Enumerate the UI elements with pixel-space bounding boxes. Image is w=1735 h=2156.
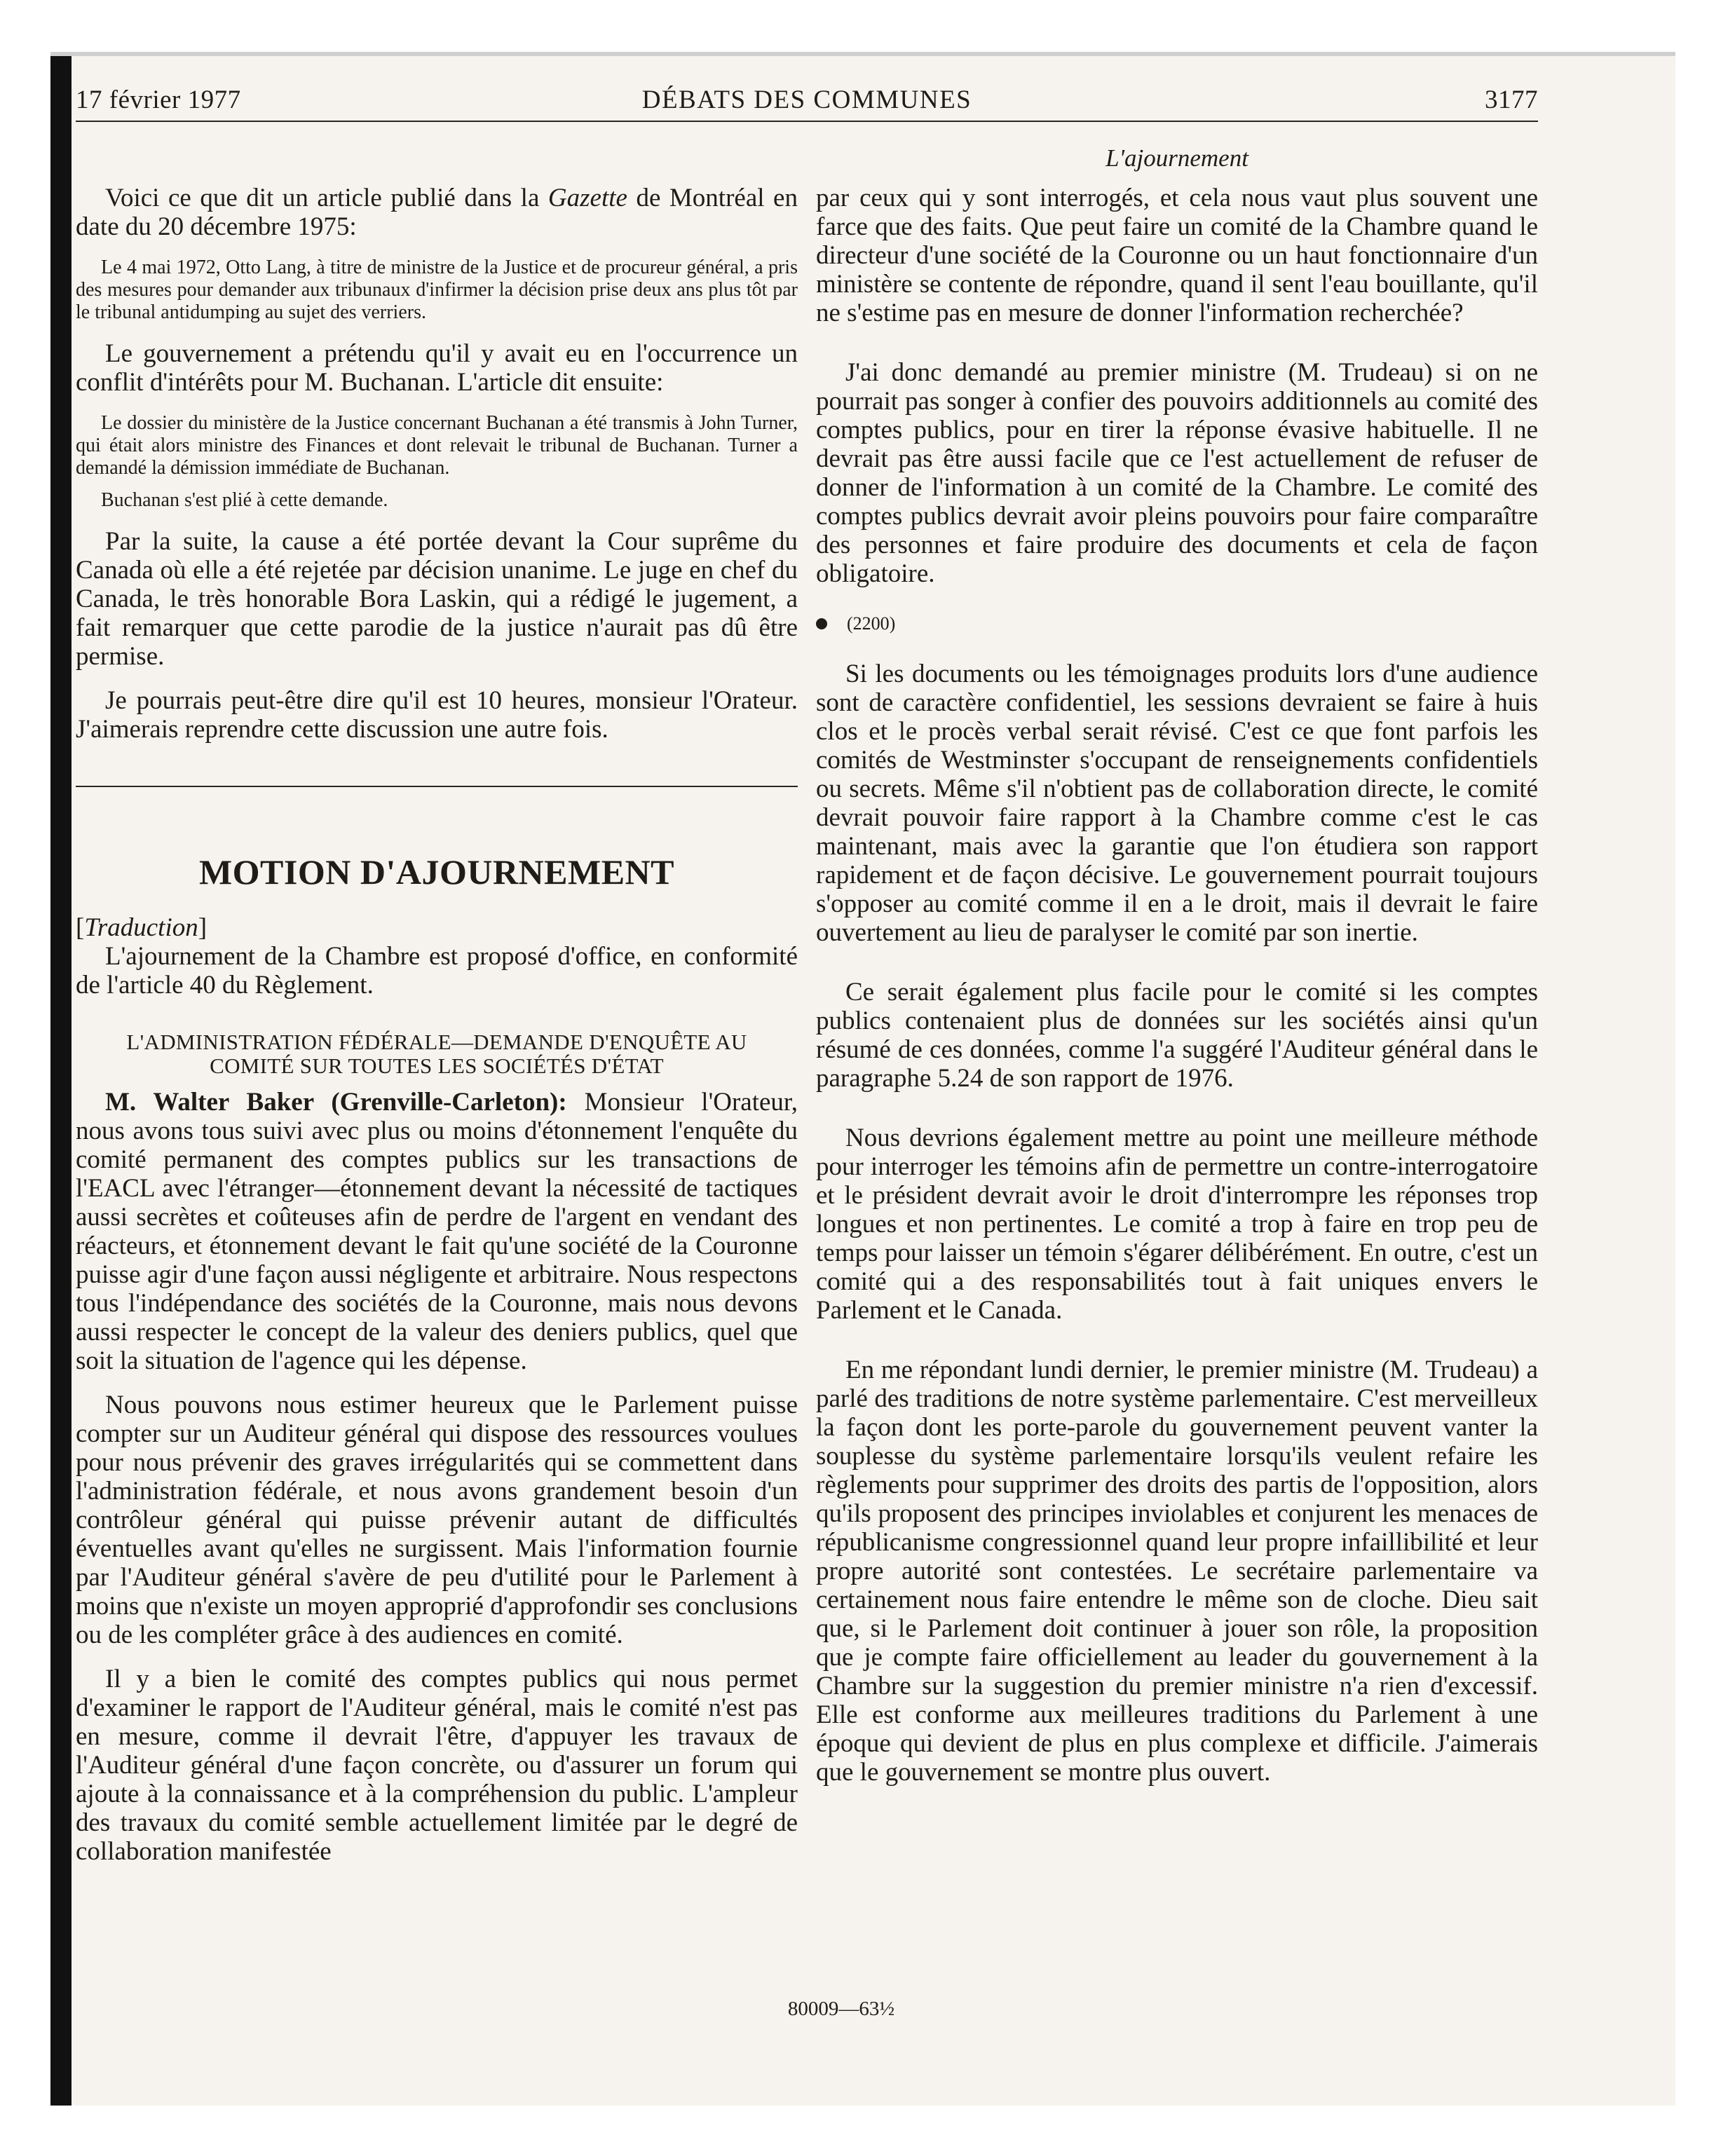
speech-text: Monsieur l'Orateur, nous avons tous suivi avec plus ou moins d'étonnement l'enquête du comité permanent des comptes publics sur les transactions de l'EACL avec l'étranger—étonnement devant la nécessité de tactiques aussi secrètes et coûteuses afin de perdre de l'argent en vendant des réacteurs, et étonnement devant le fait qu'une société de la Couronne puisse agir d'une façon aussi négligente et arbitraire. Nous respectons tous l'indépendance des sociétés de la Couronne, mais nous devons aussi respecter le concept de la valeur des deniers publics, quel que soit la situation de l'agence qui les dépense. [76,1088,798,1375]
page-header [76,86,1538,122]
paragraph: Nous pouvons nous estimer heureux que le Parlement puisse compter sur un Auditeur général qui dispose des ressources voulues pour nous prévenir des graves irrégularités qui se commettent dans l'administration fédérale, et nous avons grandement besoin d'un contrôleur général qui puisse prévenir autant de difficultés éventuelles avant qu'elles ne surgissent. Mais l'information fournie par l'Auditeur général s'avère de peu d'utilité pour le Parlement à moins que n'existe un moyen approprié d'approfondir ses conclusions ou de les compléter grâce à des audiences en comité. [76,1391,798,1649]
running-head: L'ajournement [1105,144,1248,172]
paragraph: Le gouvernement a prétendu qu'il y avait eu en l'occurrence un conflit d'intérêts pour M. Buchanan. L'article dit ensuite: [76,339,798,397]
time-marker-text: (2200) [847,613,896,634]
translation-note: [Traduction] [76,913,207,942]
intro-paragraph [76,184,798,241]
left-column [76,184,798,1866]
paragraph: J'ai donc demandé au premier ministre (M. Trudeau) si on ne pourrait pas songer à confier des pouvoirs additionnels au comité des comptes publics, pour en tirer la réponse évasive habituelle. Il ne devrait pas être aussi facile que ce l'est actuellement de refuser de donner de l'information à un comité de la Chambre. Le comité des comptes publics devrait avoir pleins pouvoirs pour faire comparaître des personnes et faire produire des documents et cela de façon obligatoire. [816,358,1538,588]
section-heading-line: COMITÉ SUR TOUTES LES SOCIÉTÉS D'ÉTAT [210,1053,664,1078]
speech-paragraph [76,1088,798,1375]
header-page-number: 3177 [1485,86,1538,114]
header-title: DÉBATS DES COMMUNES [641,86,972,114]
speaker-name: M. Walter Baker (Grenville-Carleton): [105,1088,567,1117]
section-heading-line: L'ADMINISTRATION FÉDÉRALE—DEMANDE D'ENQUÊTE AU [126,1030,747,1054]
paragraph: par ceux qui y sont interrogés, et cela nous vaut plus souvent une farce que des faits. Que peut faire un comité de la Chambre quand le directeur d'une société de la Couronne ou un haut fonctionnaire d'un ministère se contente de répondre, quand il sent l'eau bouillante, qu'il ne s'estime pas en mesure de donner l'information recherchée? [816,184,1538,327]
bullet-icon [816,618,827,629]
intro-publication: Gazette [547,184,627,212]
header-date: 17 février 1977 [76,86,241,114]
quote-block: Buchanan s'est plié à cette demande. [101,489,388,511]
page-footer: 80009—63½ [787,1998,895,2020]
paragraph: Nous devrions également mettre au point une meilleure méthode pour interroger les témoins afin de permettre un contre-interrogatoire et le président devrait avoir le droit d'interrompre les réponses trop longues et non pertinentes. Le comité a trop à faire en trop peu de temps pour laisser un témoin s'égarer délibérément. En outre, c'est un comité qui a des responsabilités tout à fait uniques envers le Parlement et le Canada. [816,1124,1538,1325]
scan-edge-left [50,52,72,2106]
motion-title: MOTION D'AJOURNEMENT [198,852,675,892]
section-heading [76,1030,798,1078]
quote-block: Le 4 mai 1972, Otto Lang, à titre de ministre de la Justice et de procureur général, a pris des mesures pour demander aux tribunaux d'infirmer la décision prise deux ans plus tôt par le tribunal antidumping au sujet des verriers. [76,257,798,323]
paragraph: L'ajournement de la Chambre est proposé d'office, en conformité de l'article 40 du Règlement. [76,942,798,999]
paragraph: Si les documents ou les témoignages produits lors d'une audience sont de caractère confidentiel, les sessions devraient se faire à huis clos et le procès verbal serait révisé. C'est ce que font parfois les comités de Westminster s'occupant de renseignements confidentiels ou secrets. Même s'il n'obtient pas de collaboration directe, le comité devrait pouvoir faire rapport à la Chambre comme c'est le cas maintenant, mais avec la garantie que l'on étudiera son rapport rapidement et de façon décisive. Le gouvernement pourrait toujours s'opposer au comité comme il en a le droit, mais il devrait le faire ouvertement au lieu de paralyser le comité par son inertie. [816,660,1538,947]
paragraph: Je pourrais peut-être dire qu'il est 10 heures, monsieur l'Orateur. J'aimerais reprendre cette discussion une autre fois. [76,686,798,744]
intro-text-end: de Montréal en date du 20 décembre 1975: [76,184,798,241]
paragraph: Ce serait également plus facile pour le comité si les comptes publics contenaient plus de données sur les sociétés ainsi qu'un résumé de ces données, comme l'a suggéré l'Auditeur général dans le paragraphe 5.24 de son rapport de 1976. [816,978,1538,1093]
quote-block: Le dossier du ministère de la Justice concernant Buchanan a été transmis à John Turner, qui était alors ministre des Finances et dont relevait le tribunal de Buchanan. Turner a demandé la démission immédiate de Buchanan. [76,412,798,479]
translation-label: Traduction [84,913,198,942]
time-marker [816,613,1538,634]
paragraph: En me répondant lundi dernier, le premier ministre (M. Trudeau) a parlé des traditions de notre système parlementaire. C'est merveilleux la façon dont les porte-parole du gouvernement peuvent vanter la souplesse du système parlementaire lorsqu'ils veulent refaire les règlements pour supprimer des droits des partis de l'opposition, alors qu'ils proposent des principes inviolables et conjurent les menaces de républicanisme congressionnel quand leur propre infaillibilité et leur propre autorité sont contestées. Le secrétaire parlementaire va certainement nous faire entendre le même son de cloche. Dieu sait que, si le Parlement doit continuer à jouer son rôle, la proposition que je compte faire officiellement au leader du gouvernement à la Chambre sur la suggestion du premier ministre n'a rien d'excessif. Elle est conforme aux meilleures traditions du Parlement à une époque qui devient de plus en plus complexe et difficile. J'aimerais que le gouvernement se montre plus ouvert. [816,1356,1538,1787]
paragraph: Par la suite, la cause a été portée devant la Cour suprême du Canada où elle a été rejetée par décision unanime. Le juge en chef du Canada, le très honorable Bora Laskin, qui a rédigé le jugement, a fait remarquer que cette parodie de la justice n'aurait pas dû être permise. [76,527,798,671]
paragraph: Il y a bien le comité des comptes publics qui nous permet d'examiner le rapport de l'Auditeur général, mais le comité n'est pas en mesure, comme il devrait l'être, d'appuyer les travaux de l'Auditeur général d'une façon concrète, ou d'assurer un forum qui ajoute à la connaissance et à la compréhension du public. L'ampleur des travaux du comité semble actuellement limitée par le degré de collaboration manifestée [76,1665,798,1866]
right-column [816,184,1538,1787]
intro-text: Voici ce que dit un article publié dans la [105,184,548,212]
